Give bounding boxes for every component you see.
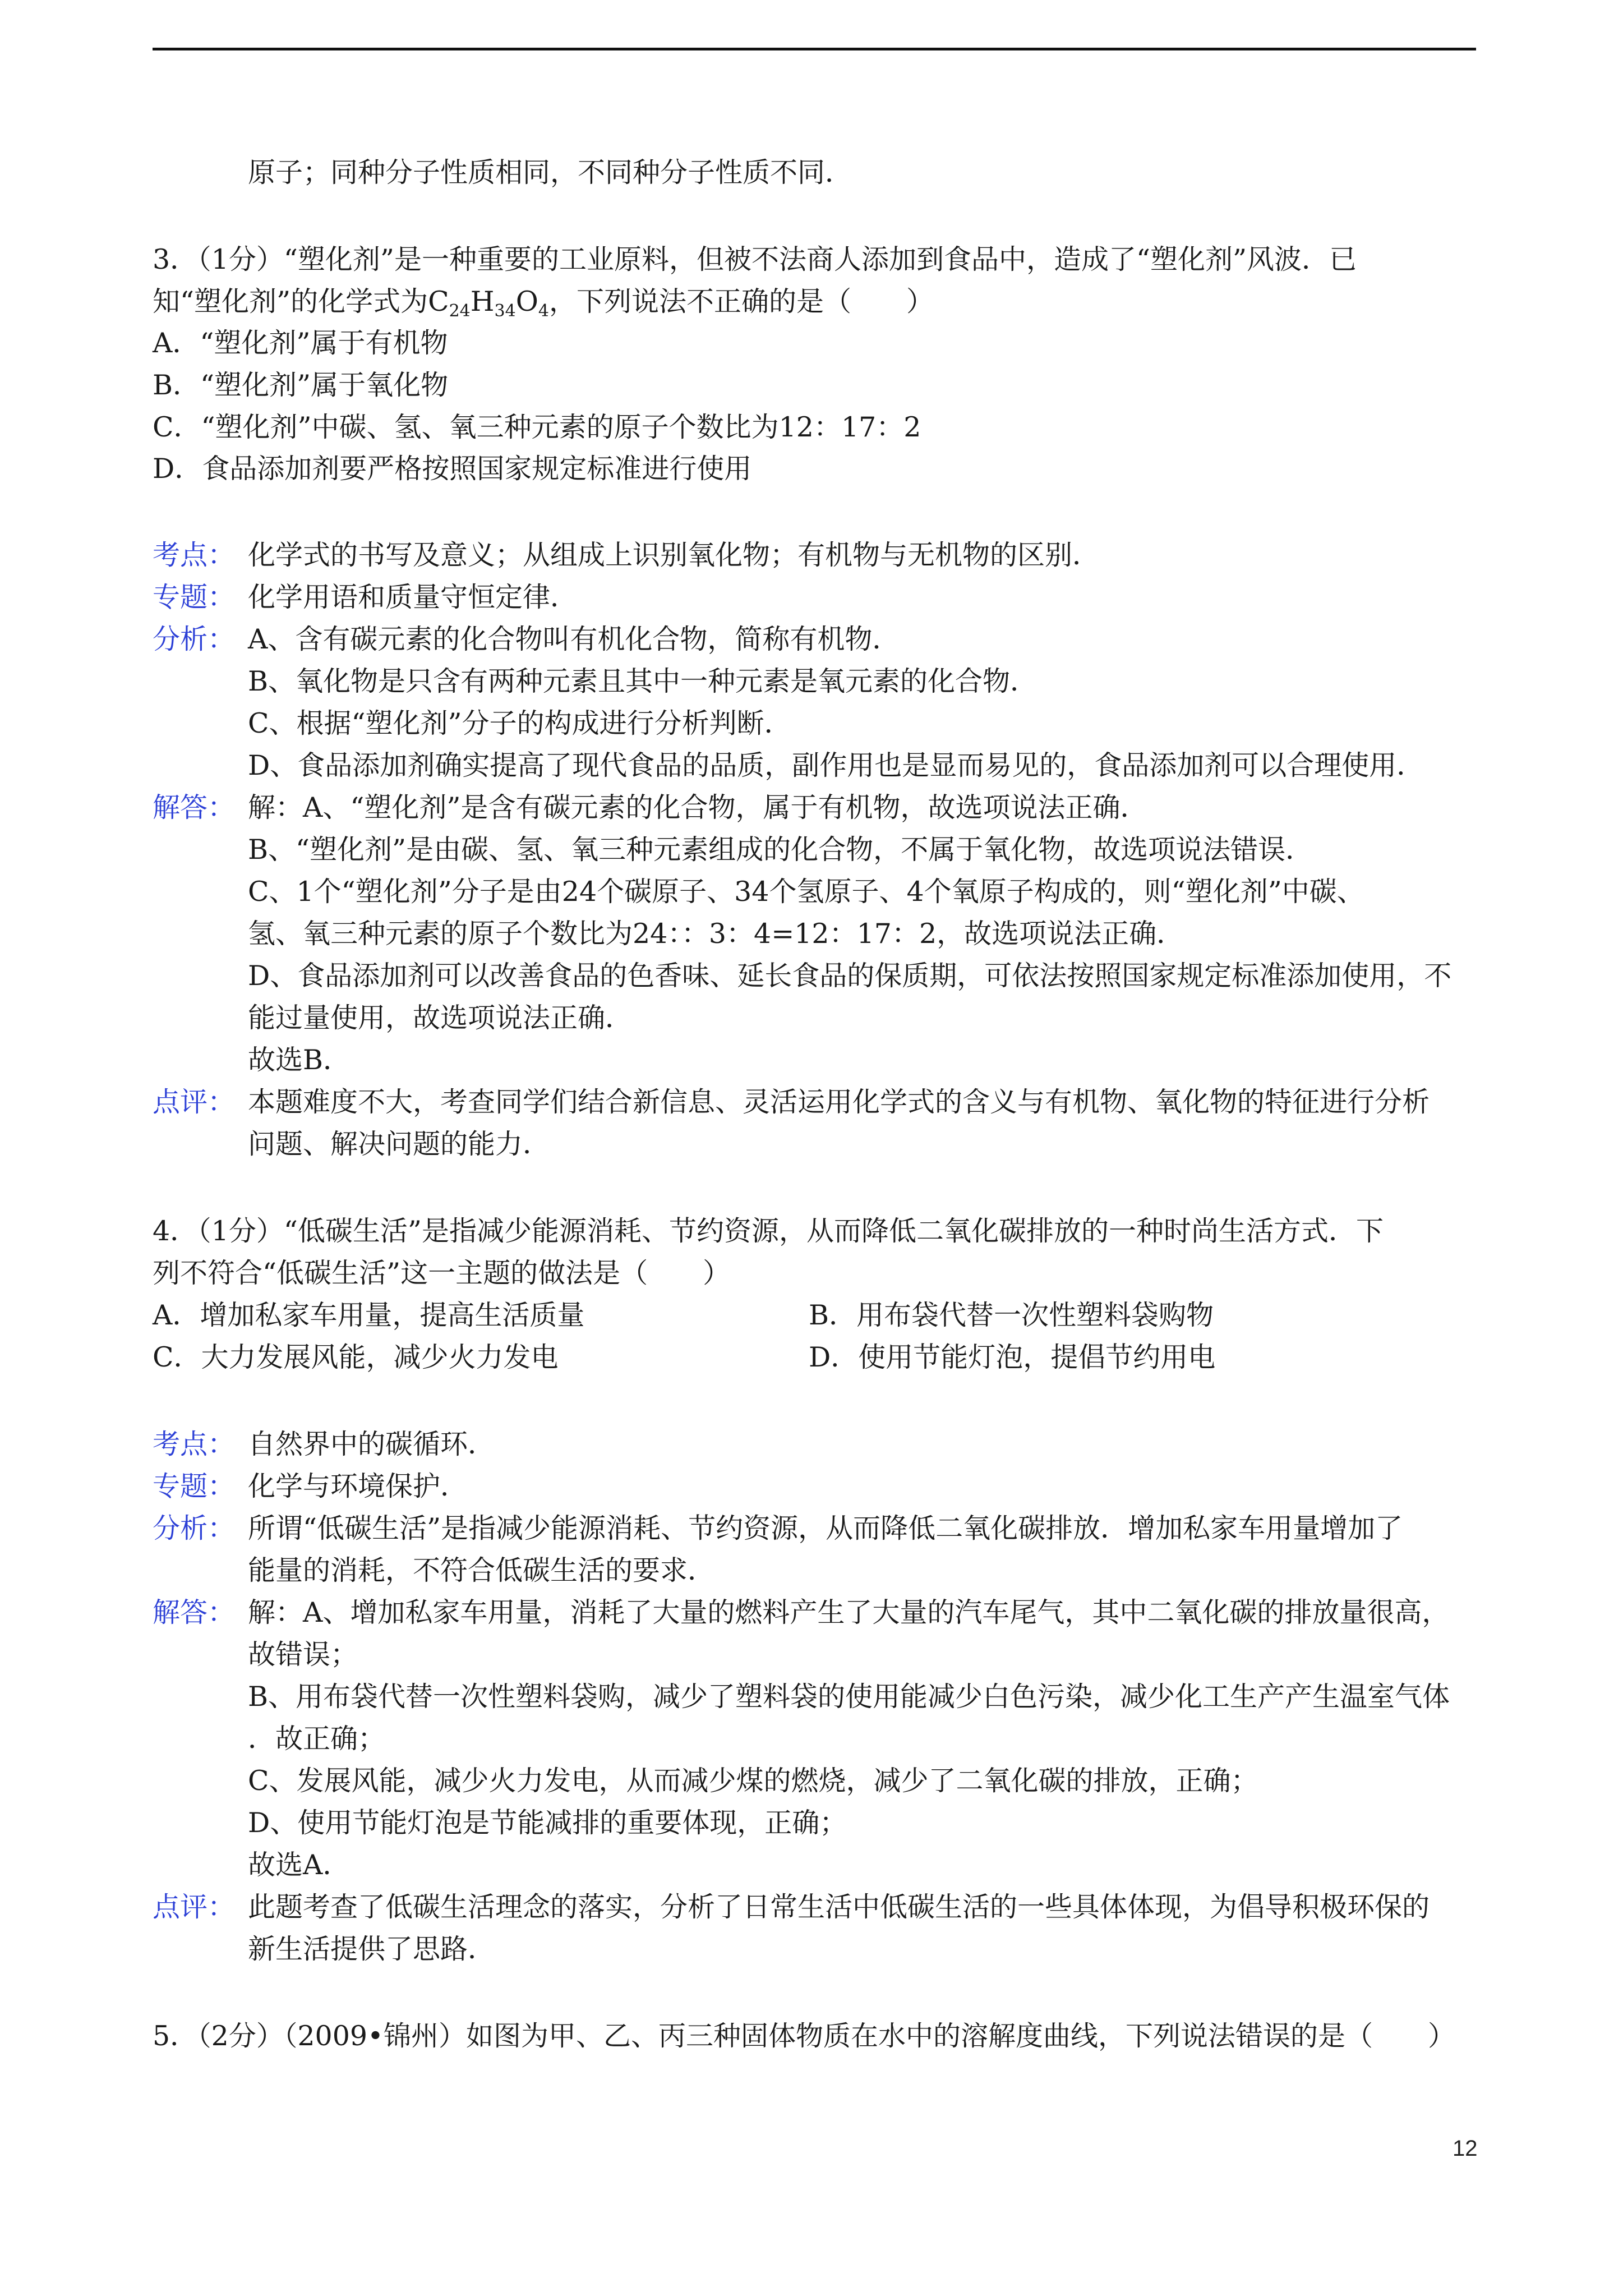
q5-stem: 5．（2分）（2009•锦州）如图为甲、乙、丙三种固体物质在水中的溶解度曲线，下列说法错误的是（ ） [153, 2020, 1455, 2052]
q3-dianping-line: 本题难度不大，考查同学们结合新信息、灵活运用化学式的含义与有机物、氧化物的特征进行分析 [248, 1086, 1430, 1118]
q3-option-d: D．食品添加剂要严格按照国家规定标准进行使用 [153, 453, 752, 485]
q3-kaodian-text: 化学式的书写及意义；从组成上识别氧化物；有机物与无机物的区别． [248, 539, 1100, 571]
q4-option-a: A．增加私家车用量，提高生活质量 [153, 1299, 585, 1331]
q4-zhuanti-label: 专题： [153, 1470, 236, 1502]
q3-jieda-line: 氢、氧三种元素的原子个数比为24：：3：4=12：17：2，故选项说法正确． [248, 918, 1184, 950]
q4-fenxi-line: 所谓“低碳生活”是指减少能源消耗、节约资源，从而降低二氧化碳排放．增加私家车用量增加了 [248, 1512, 1403, 1544]
q3-fenxi-label: 分析： [153, 623, 236, 655]
q3-fenxi-line: D、食品添加剂确实提高了现代食品的品质，副作用也是显而易见的，食品添加剂可以合理使用． [248, 749, 1424, 781]
q4-dianping-line: 新生活提供了思路． [248, 1933, 496, 1965]
q4-option-d: D．使用节能灯泡，提倡节约用电 [809, 1341, 1216, 1373]
q3-jieda-line: 能过量使用，故选项说法正确． [248, 1002, 633, 1034]
continuation-text: 原子；同种分子性质相同，不同种分子性质不同． [248, 157, 853, 188]
q4-jieda-line: D、使用节能灯泡是节能减排的重要体现，正确； [248, 1807, 847, 1839]
q3-option-b: B．“塑化剂”属于氧化物 [153, 369, 449, 401]
q3-jieda-line: 故选B． [248, 1044, 351, 1076]
q4-stem-line2: 列不符合“低碳生活”这一主题的做法是（ ） [153, 1257, 731, 1289]
q4-jieda-line: B、用布袋代替一次性塑料袋购，减少了塑料袋的使用能减少白色污染，减少化工生产产生温室气体 [248, 1681, 1450, 1713]
q3-jieda-line: C、1个“塑化剂”分子是由24个碳原子、34个氢原子、4个氧原子构成的，则“塑化剂”中碳、 [248, 876, 1364, 908]
q4-dianping-line: 此题考查了低碳生活理念的落实，分析了日常生活中低碳生活的一些具体体现，为倡导积极环保的 [248, 1891, 1430, 1923]
q3-jieda-line: D、食品添加剂可以改善食品的色香味、延长食品的保质期，可依法按照国家规定标准添加使用，不 [248, 960, 1452, 992]
q3-zhuanti-label: 专题： [153, 581, 236, 613]
q4-jieda-label: 解答： [153, 1596, 236, 1628]
q3-fenxi-line: A、含有碳元素的化合物叫有机化合物，简称有机物． [248, 623, 900, 655]
q4-dianping-label: 点评： [153, 1891, 236, 1923]
q4-zhuanti-text: 化学与环境保护． [248, 1470, 468, 1502]
q4-kaodian-text: 自然界中的碳循环． [248, 1428, 496, 1460]
q3-option-a: A．“塑化剂”属于有机物 [153, 327, 448, 359]
q3-dianping-label: 点评： [153, 1086, 236, 1118]
q4-fenxi-line: 能量的消耗，不符合低碳生活的要求． [248, 1554, 716, 1586]
q3-fenxi-line: C、根据“塑化剂”分子的构成进行分析判断． [248, 707, 792, 739]
q4-jieda-line: ．故正确； [248, 1723, 386, 1755]
q4-jieda-line: 故选A． [248, 1849, 351, 1881]
q3-zhuanti-text: 化学用语和质量守恒定律． [248, 581, 578, 613]
q4-option-b: B．用布袋代替一次性塑料袋购物 [809, 1299, 1214, 1331]
q3-fenxi-line: B、氧化物是只含有两种元素且其中一种元素是氧元素的化合物． [248, 665, 1038, 697]
q3-kaodian-label: 考点： [153, 539, 236, 571]
q3-stem-line2: 知“塑化剂”的化学式为$C_{24}H_{34}O_4$，下列说法不正确的是（ ） [153, 286, 934, 321]
q3-stem-line1: 3．（1分）“塑化剂”是一种重要的工业原料，但被不法商人添加到食品中，造成了“塑化剂”风波．已 [153, 243, 1357, 275]
q4-option-c: C．大力发展风能，减少火力发电 [153, 1341, 559, 1373]
q3-dianping-line: 问题、解决问题的能力． [248, 1128, 551, 1160]
q3-option-c: C．“塑化剂”中碳、氢、氧三种元素的原子个数比为12：17：2 [153, 411, 921, 443]
q4-jieda-line: C、发展风能，减少火力发电，从而减少煤的燃烧，减少了二氧化碳的排放，正确； [248, 1765, 1258, 1797]
q3-jieda-label: 解答： [153, 792, 236, 823]
q4-kaodian-label: 考点： [153, 1428, 236, 1460]
q3-jieda-line: 解：A、“塑化剂”是含有碳元素的化合物，属于有机物，故选项说法正确． [248, 792, 1148, 823]
q4-stem-line1: 4．（1分）“低碳生活”是指减少能源消耗、节约资源，从而降低二氧化碳排放的一种时尚生活方式．下 [153, 1215, 1384, 1247]
header-rule [153, 48, 1476, 50]
q4-fenxi-label: 分析： [153, 1512, 236, 1544]
page-number: 12 [1453, 2136, 1478, 2161]
q3-jieda-line: B、“塑化剂”是由碳、氢、氧三种元素组成的化合物，不属于氧化物，故选项说法错误． [248, 834, 1313, 866]
q4-jieda-line: 解：A、增加私家车用量，消耗了大量的燃料产生了大量的汽车尾气，其中二氧化碳的排放量很高， [248, 1596, 1450, 1628]
q4-jieda-line: 故错误； [248, 1639, 358, 1671]
